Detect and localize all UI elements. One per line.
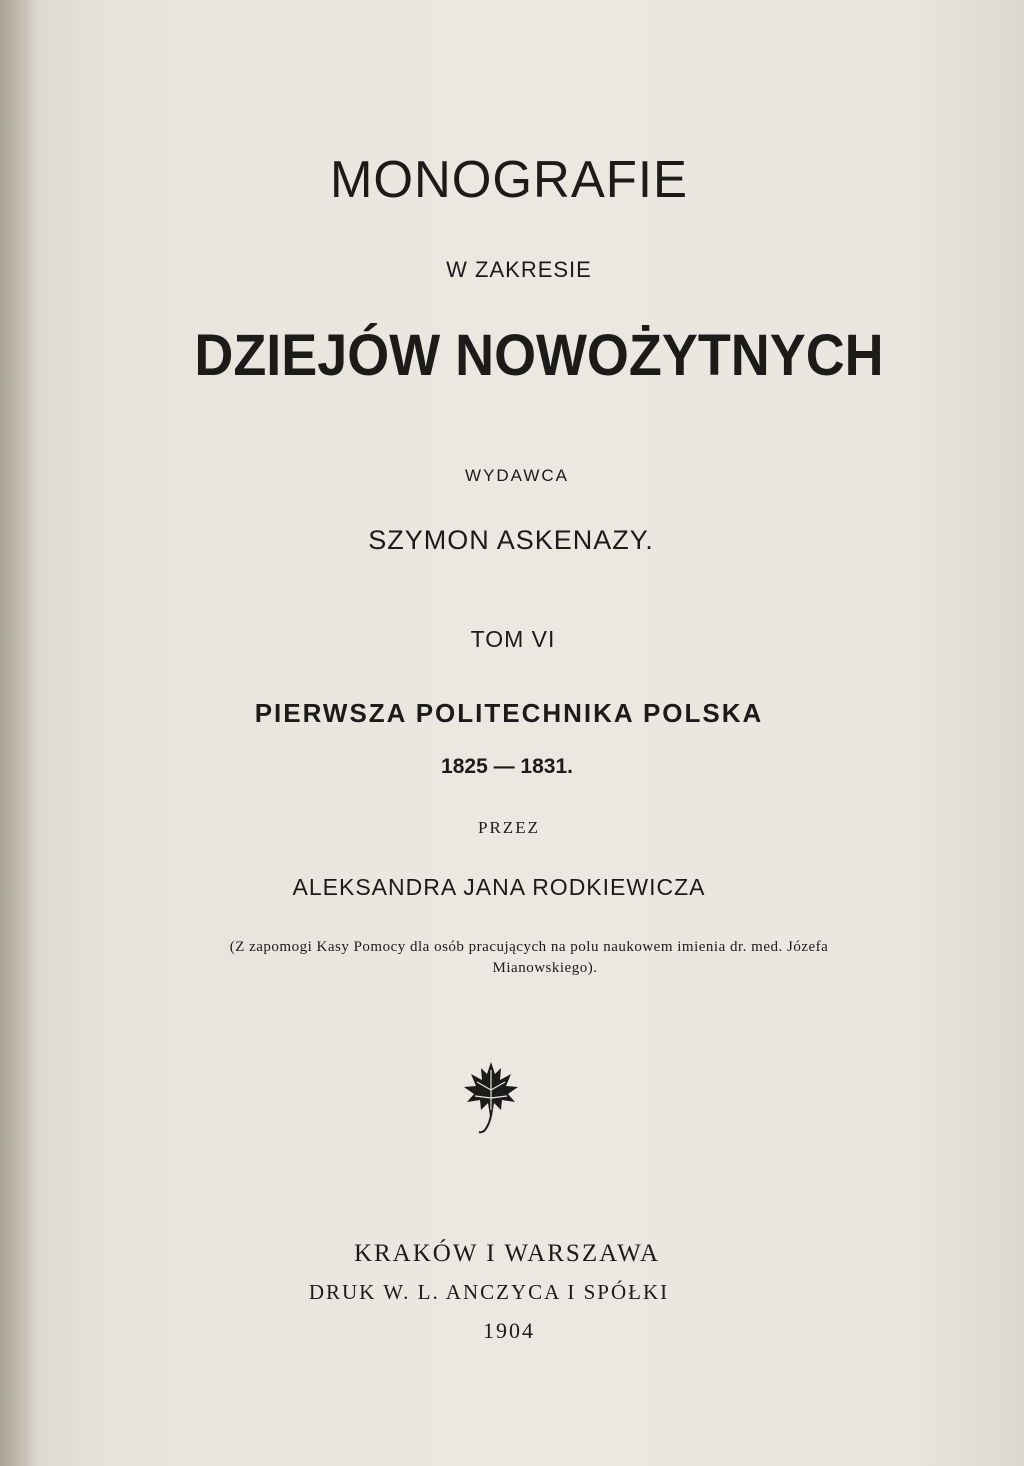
author-name: ALEKSANDRA JANA RODKIEWICZA [292,874,706,900]
maple-leaf-icon [461,1060,521,1135]
imprint-year: 1904 [483,1318,535,1343]
imprint-printer: DRUK W. L. ANCZYCA I SPÓŁKI [308,1280,670,1304]
series-topic: DZIEJÓW NOWOŻYTNYCH [194,323,884,388]
series-subtitle: W ZAKRESIE [446,257,592,282]
work-title: PIERWSZA POLITECHNIKA POLSKA [254,698,764,728]
volume-number: TOM VI [470,626,556,652]
author-label: PRZEZ [478,818,540,837]
funding-note-line-1: (Z zapomogi Kasy Pomocy dla osób pracujących na polu naukowem imienia dr. med. Józefa [229,939,829,955]
editor-name: SZYMON ASKENAZY. [368,525,654,555]
series-title: MONOGRAFIE [329,151,689,209]
funding-note-line-2: Mianowskiego). [492,960,598,976]
imprint-city: KRAKÓW I WARSZAWA [353,1240,661,1267]
editor-label: WYDAWCA [464,466,570,485]
title-page [34,0,1024,1466]
work-years: 1825 — 1831. [441,755,573,778]
